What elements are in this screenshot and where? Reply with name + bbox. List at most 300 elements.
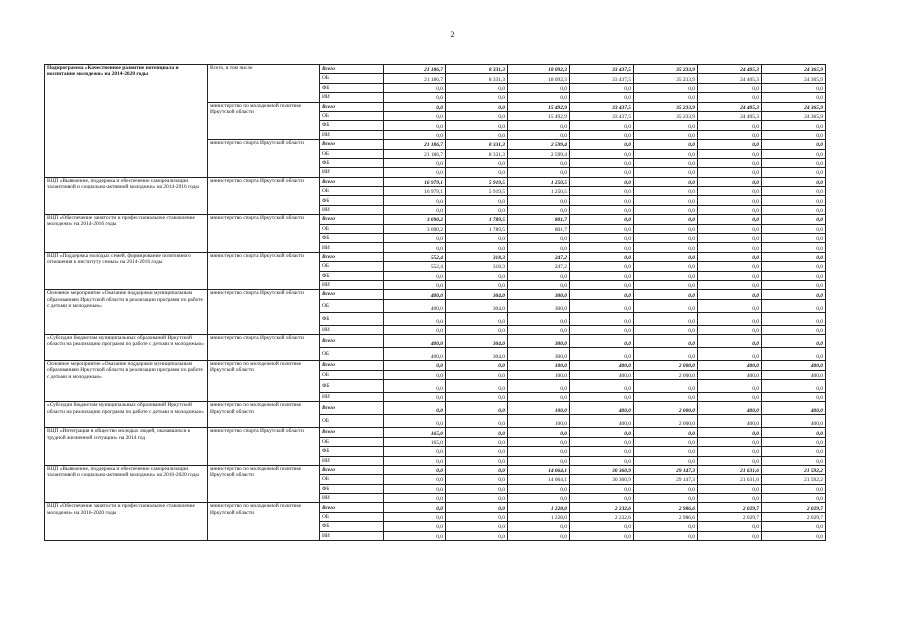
value-cell: 0,0 — [634, 271, 698, 280]
value-cell: 0,0 — [634, 243, 698, 252]
value-cell: 0,0 — [570, 177, 634, 186]
value-cell: 21 592,2 — [762, 475, 826, 484]
value-cell: 21 186,7 — [384, 149, 446, 158]
value-cell: 0,0 — [384, 379, 446, 392]
table-row — [45, 215, 826, 224]
value-cell: 0,0 — [446, 111, 508, 120]
funding-source: ФБ — [320, 447, 384, 456]
funding-source: Всего — [320, 290, 384, 299]
table-row — [45, 177, 826, 186]
value-cell: 0,0 — [762, 149, 826, 158]
value-cell: 0,0 — [762, 456, 826, 465]
value-cell: 0,0 — [762, 335, 826, 348]
value-cell: 0,0 — [446, 484, 508, 493]
value-cell: 0,0 — [698, 290, 762, 299]
value-cell: 0,0 — [446, 465, 508, 474]
value-cell: 0,0 — [634, 447, 698, 456]
table-row — [45, 335, 826, 348]
value-cell: 0,0 — [570, 456, 634, 465]
value-cell: 0,0 — [570, 252, 634, 261]
value-cell: 0,0 — [384, 361, 446, 370]
value-cell: 0,0 — [508, 447, 570, 456]
value-cell: 801,7 — [508, 215, 570, 224]
value-cell: 0,0 — [508, 392, 570, 401]
value-cell: 0,0 — [384, 196, 446, 205]
value-cell: 0,0 — [698, 205, 762, 214]
funding-source: ФБ — [320, 196, 384, 205]
row-description: Основное мероприятие «Оказание поддержки муниципальным образованиям Иркутской области в реализации программ по работе с детьми и молодежью» — [45, 290, 208, 335]
value-cell: 0,0 — [384, 158, 446, 167]
value-cell: 0,0 — [762, 215, 826, 224]
value-cell: 8 331,3 — [446, 74, 508, 83]
value-cell: 0,0 — [762, 234, 826, 243]
value-cell: 0,0 — [446, 361, 508, 370]
value-cell: 0,0 — [384, 447, 446, 456]
value-cell: 0,0 — [570, 205, 634, 214]
value-cell: 2 029,7 — [698, 512, 762, 521]
value-cell: 0,0 — [762, 494, 826, 503]
value-cell: 2 029,7 — [762, 512, 826, 521]
value-cell: 0,0 — [384, 93, 446, 102]
value-cell: 2 232,6 — [570, 503, 634, 512]
value-cell: 304,0 — [446, 299, 508, 312]
funding-source: Всего — [320, 102, 384, 111]
value-cell: 0,0 — [698, 484, 762, 493]
value-cell: 0,0 — [446, 205, 508, 214]
value-cell: 18 092,3 — [508, 74, 570, 83]
funding-source: ОБ — [320, 224, 384, 233]
value-cell: 0,0 — [762, 271, 826, 280]
value-cell: 33 437,5 — [570, 74, 634, 83]
funding-source: Всего — [320, 503, 384, 512]
funding-source: ОБ — [320, 111, 384, 120]
value-cell: 0,0 — [762, 121, 826, 130]
value-cell: 0,0 — [698, 252, 762, 261]
value-cell: 0,0 — [384, 415, 446, 428]
value-cell: 35 233,9 — [634, 111, 698, 120]
funding-source: ИИ — [320, 205, 384, 214]
value-cell: 400,0 — [570, 415, 634, 428]
row-description: Подпрограмма «Качественное развитие потенциала и воспитание молодежи» на 2014-2020 годы — [45, 65, 208, 178]
row-description: «Субсидии бюджетам муниципальных образований Иркутской области на реализацию программ по работе с детьми и молодежью» — [45, 402, 208, 428]
value-cell: 0,0 — [508, 312, 570, 325]
funding-source: ИИ — [320, 280, 384, 289]
value-cell: 0,0 — [634, 325, 698, 334]
value-cell: 0,0 — [698, 428, 762, 437]
budget-table — [44, 64, 826, 541]
value-cell: 0,0 — [634, 205, 698, 214]
value-cell: 0,0 — [384, 494, 446, 503]
value-cell: 0,0 — [762, 379, 826, 392]
value-cell: 0,0 — [762, 325, 826, 334]
value-cell: 0,0 — [384, 271, 446, 280]
value-cell: 0,0 — [570, 299, 634, 312]
value-cell: 0,0 — [634, 149, 698, 158]
funding-source: ОБ — [320, 348, 384, 361]
value-cell: 0,0 — [698, 168, 762, 177]
page-number: 2 — [450, 30, 455, 39]
value-cell: 3 090,2 — [384, 215, 446, 224]
value-cell: 0,0 — [762, 83, 826, 92]
value-cell: 0,0 — [384, 130, 446, 139]
value-cell: 0,0 — [634, 158, 698, 167]
value-cell: 0,0 — [762, 168, 826, 177]
value-cell: 400,0 — [698, 415, 762, 428]
value-cell: 0,0 — [634, 456, 698, 465]
value-cell: 100,0 — [508, 370, 570, 379]
funding-source: ФБ — [320, 312, 384, 325]
value-cell: 0,0 — [634, 494, 698, 503]
value-cell: 0,0 — [762, 252, 826, 261]
value-cell: 0,0 — [634, 177, 698, 186]
value-cell: 0,0 — [508, 271, 570, 280]
value-cell: 0,0 — [634, 280, 698, 289]
value-cell: 0,0 — [570, 348, 634, 361]
funding-source: ОБ — [320, 262, 384, 271]
value-cell: 0,0 — [570, 484, 634, 493]
funding-source: ФБ — [320, 379, 384, 392]
funding-source: ИИ — [320, 130, 384, 139]
value-cell: 0,0 — [762, 280, 826, 289]
value-cell: 30 360,9 — [570, 465, 634, 474]
value-cell: 0,0 — [508, 205, 570, 214]
value-cell: 8 331,3 — [446, 149, 508, 158]
funding-source: ИИ — [320, 325, 384, 334]
value-cell: 0,0 — [446, 494, 508, 503]
value-cell: 0,0 — [698, 140, 762, 149]
value-cell: 0,0 — [698, 234, 762, 243]
value-cell: 0,0 — [762, 437, 826, 446]
value-cell: 29 147,3 — [634, 475, 698, 484]
value-cell: 400,0 — [384, 299, 446, 312]
value-cell: 400,0 — [762, 361, 826, 370]
value-cell: 0,0 — [570, 243, 634, 252]
value-cell: 0,0 — [384, 111, 446, 120]
value-cell: 0,0 — [762, 177, 826, 186]
value-cell: 0,0 — [508, 168, 570, 177]
value-cell: 0,0 — [570, 392, 634, 401]
funding-source: Всего — [320, 140, 384, 149]
value-cell: 0,0 — [762, 205, 826, 214]
value-cell: 1 250,5 — [508, 187, 570, 196]
value-cell: 0,0 — [446, 522, 508, 531]
row-executor: министерство по молодежной политике Иркутской области — [208, 503, 320, 541]
value-cell: 0,0 — [384, 503, 446, 512]
value-cell: 0,0 — [446, 280, 508, 289]
value-cell: 0,0 — [384, 392, 446, 401]
row-description: ВЦП «Выявление, поддержка и обеспечение самореализации талантливой и социально-активной молодежи» на 2014-2016 годы — [45, 177, 208, 215]
value-cell: 0,0 — [634, 234, 698, 243]
funding-source: Всего — [320, 65, 384, 74]
value-cell: 552,4 — [384, 252, 446, 261]
value-cell: 24 405,3 — [698, 111, 762, 120]
row-executor: министерство спорта Иркутской области — [208, 335, 320, 361]
value-cell: 3 090,2 — [384, 224, 446, 233]
value-cell: 0,0 — [698, 325, 762, 334]
funding-source: ИИ — [320, 93, 384, 102]
value-cell: 2 029,7 — [698, 503, 762, 512]
row-description: ВЦП «Интеграция в общество молодых людей, оказавшихся в трудной жизненной ситуации» на 2014 год — [45, 428, 208, 466]
value-cell: 0,0 — [446, 93, 508, 102]
value-cell: 0,0 — [384, 243, 446, 252]
value-cell: 0,0 — [384, 168, 446, 177]
value-cell: 0,0 — [570, 93, 634, 102]
value-cell: 8 331,3 — [446, 140, 508, 149]
value-cell: 30 360,9 — [570, 475, 634, 484]
value-cell: 0,0 — [762, 392, 826, 401]
value-cell: 1 250,5 — [508, 177, 570, 186]
value-cell: 21 631,6 — [698, 465, 762, 474]
value-cell: 0,0 — [570, 224, 634, 233]
value-cell: 15 492,9 — [508, 102, 570, 111]
value-cell: 33 437,5 — [570, 65, 634, 74]
value-cell: 0,0 — [384, 83, 446, 92]
value-cell: 0,0 — [634, 484, 698, 493]
value-cell: 552,4 — [384, 262, 446, 271]
value-cell: 0,0 — [384, 312, 446, 325]
value-cell: 0,0 — [762, 140, 826, 149]
value-cell: 2 986,6 — [634, 512, 698, 521]
value-cell: 400,0 — [762, 370, 826, 379]
value-cell: 24 365,9 — [762, 102, 826, 111]
value-cell: 0,0 — [446, 312, 508, 325]
value-cell: 0,0 — [446, 370, 508, 379]
table-row — [45, 361, 826, 370]
value-cell: 0,0 — [446, 196, 508, 205]
value-cell: 300,0 — [508, 348, 570, 361]
value-cell: 100,0 — [508, 415, 570, 428]
funding-source: Всего — [320, 252, 384, 261]
value-cell: 400,0 — [570, 361, 634, 370]
value-cell: 0,0 — [634, 130, 698, 139]
value-cell: 2 232,6 — [570, 512, 634, 521]
value-cell: 400,0 — [384, 290, 446, 299]
value-cell: 0,0 — [698, 149, 762, 158]
row-description: Основное мероприятие «Оказание поддержки муниципальным образованиям Иркутской области в реализации программ по работе с детьми и молодежью» — [45, 361, 208, 402]
value-cell: 0,0 — [570, 158, 634, 167]
value-cell: 0,0 — [634, 262, 698, 271]
table-row — [45, 402, 826, 415]
value-cell: 0,0 — [570, 187, 634, 196]
value-cell: 165,0 — [384, 437, 446, 446]
row-executor: Всего, в том числе — [208, 65, 320, 103]
value-cell: 0,0 — [570, 271, 634, 280]
value-cell: 0,0 — [698, 392, 762, 401]
value-cell: 0,0 — [698, 299, 762, 312]
value-cell: 24 405,3 — [698, 65, 762, 74]
value-cell: 165,0 — [384, 428, 446, 437]
value-cell: 0,0 — [634, 335, 698, 348]
value-cell: 0,0 — [634, 348, 698, 361]
value-cell: 2 029,7 — [762, 503, 826, 512]
row-executor: министерство по молодежной политике Иркутской области — [208, 102, 320, 140]
value-cell: 0,0 — [570, 335, 634, 348]
funding-source: ФБ — [320, 484, 384, 493]
value-cell: 0,0 — [446, 271, 508, 280]
value-cell: 0,0 — [698, 271, 762, 280]
value-cell: 0,0 — [446, 531, 508, 540]
row-description: ВЦП «Обеспечение занятости и профессиональное становление молодежи» на 2016-2020 годы — [45, 503, 208, 541]
value-cell: 400,0 — [384, 348, 446, 361]
value-cell: 14 064,1 — [508, 475, 570, 484]
funding-source: ИИ — [320, 531, 384, 540]
value-cell: 0,0 — [384, 512, 446, 521]
value-cell: 16 979,1 — [384, 187, 446, 196]
value-cell: 100,0 — [508, 402, 570, 415]
value-cell: 0,0 — [634, 299, 698, 312]
value-cell: 16 979,1 — [384, 177, 446, 186]
value-cell: 0,0 — [762, 531, 826, 540]
value-cell: 0,0 — [384, 121, 446, 130]
value-cell: 1 228,0 — [508, 512, 570, 521]
value-cell: 400,0 — [698, 370, 762, 379]
value-cell: 2 599,4 — [508, 140, 570, 149]
value-cell: 0,0 — [698, 158, 762, 167]
value-cell: 0,0 — [384, 475, 446, 484]
row-executor: министерство спорта Иркутской области — [208, 290, 320, 335]
value-cell: 0,0 — [384, 456, 446, 465]
value-cell: 21 186,7 — [384, 140, 446, 149]
value-cell: 0,0 — [634, 121, 698, 130]
funding-source: ФБ — [320, 234, 384, 243]
value-cell: 0,0 — [384, 234, 446, 243]
row-executor: министерство спорта Иркутской области — [208, 252, 320, 290]
funding-source: ОБ — [320, 299, 384, 312]
value-cell: 0,0 — [508, 484, 570, 493]
value-cell: 0,0 — [634, 140, 698, 149]
funding-source: Всего — [320, 177, 384, 186]
value-cell: 0,0 — [508, 83, 570, 92]
value-cell: 0,0 — [698, 447, 762, 456]
value-cell: 1 228,0 — [508, 503, 570, 512]
value-cell: 1 789,5 — [446, 224, 508, 233]
value-cell: 400,0 — [698, 361, 762, 370]
value-cell: 5 919,5 — [446, 177, 508, 186]
value-cell: 21 631,6 — [698, 475, 762, 484]
value-cell: 33 437,5 — [570, 111, 634, 120]
value-cell: 0,0 — [698, 177, 762, 186]
value-cell: 0,0 — [570, 522, 634, 531]
value-cell: 0,0 — [508, 121, 570, 130]
value-cell: 0,0 — [570, 280, 634, 289]
value-cell: 35 233,9 — [634, 102, 698, 111]
value-cell: 0,0 — [698, 335, 762, 348]
value-cell: 0,0 — [446, 325, 508, 334]
row-executor: министерство спорта Иркутской области — [208, 428, 320, 466]
value-cell: 400,0 — [384, 335, 446, 348]
value-cell: 0,0 — [446, 503, 508, 512]
value-cell: 0,0 — [762, 262, 826, 271]
value-cell: 0,0 — [508, 428, 570, 437]
value-cell: 300,0 — [508, 290, 570, 299]
value-cell: 0,0 — [508, 494, 570, 503]
value-cell: 0,0 — [570, 494, 634, 503]
value-cell: 300,0 — [508, 299, 570, 312]
value-cell: 0,0 — [634, 196, 698, 205]
value-cell: 0,0 — [634, 83, 698, 92]
value-cell: 0,0 — [698, 130, 762, 139]
value-cell: 247,2 — [508, 252, 570, 261]
funding-source: ФБ — [320, 83, 384, 92]
value-cell: 0,0 — [698, 522, 762, 531]
value-cell: 21 186,7 — [384, 65, 446, 74]
table-row — [45, 503, 826, 512]
value-cell: 0,0 — [570, 130, 634, 139]
value-cell: 0,0 — [446, 102, 508, 111]
funding-source: ИИ — [320, 456, 384, 465]
value-cell: 0,0 — [634, 522, 698, 531]
value-cell: 0,0 — [698, 312, 762, 325]
row-description: «Субсидии бюджетам муниципальных образований Иркутской области на реализацию программ по работе с детьми и молодежью» — [45, 335, 208, 361]
value-cell: 21 592,2 — [762, 465, 826, 474]
value-cell: 5 919,5 — [446, 187, 508, 196]
funding-source: ИИ — [320, 392, 384, 401]
value-cell: 0,0 — [570, 312, 634, 325]
value-cell: 2 000,0 — [634, 361, 698, 370]
value-cell: 0,0 — [570, 234, 634, 243]
value-cell: 0,0 — [508, 456, 570, 465]
value-cell: 0,0 — [570, 168, 634, 177]
value-cell: 0,0 — [384, 102, 446, 111]
funding-source: ИИ — [320, 168, 384, 177]
value-cell: 0,0 — [570, 447, 634, 456]
value-cell: 15 492,9 — [508, 111, 570, 120]
row-executor: министерство спорта Иркутской области — [208, 177, 320, 215]
value-cell: 0,0 — [384, 280, 446, 289]
value-cell: 0,0 — [570, 149, 634, 158]
value-cell: 24 365,9 — [762, 65, 826, 74]
value-cell: 33 437,5 — [570, 102, 634, 111]
value-cell: 0,0 — [570, 290, 634, 299]
row-description: ВЦП «Выявление, поддержка и обеспечение самореализации талантливой и социально-активной молодежи» на 2016-2020 годы — [45, 465, 208, 503]
value-cell: 0,0 — [570, 428, 634, 437]
value-cell: 0,0 — [446, 512, 508, 521]
value-cell: 24 365,9 — [762, 111, 826, 120]
value-cell: 0,0 — [698, 215, 762, 224]
value-cell: 0,0 — [634, 224, 698, 233]
row-executor: министерство по молодежной политике Иркутской области — [208, 465, 320, 503]
value-cell: 35 233,9 — [634, 65, 698, 74]
value-cell: 0,0 — [698, 196, 762, 205]
table-row — [45, 428, 826, 437]
value-cell: 2 000,0 — [634, 402, 698, 415]
value-cell: 0,0 — [446, 130, 508, 139]
value-cell: 0,0 — [698, 280, 762, 289]
funding-source: Всего — [320, 465, 384, 474]
value-cell: 0,0 — [698, 83, 762, 92]
row-executor: министерство спорта Иркутской области — [208, 215, 320, 253]
funding-source: Всего — [320, 215, 384, 224]
value-cell: 0,0 — [698, 348, 762, 361]
value-cell: 0,0 — [384, 465, 446, 474]
value-cell: 0,0 — [570, 121, 634, 130]
value-cell: 0,0 — [384, 325, 446, 334]
value-cell: 304,0 — [446, 290, 508, 299]
value-cell: 0,0 — [508, 280, 570, 289]
funding-source: ОБ — [320, 475, 384, 484]
value-cell: 318,3 — [446, 262, 508, 271]
value-cell: 0,0 — [570, 140, 634, 149]
funding-source: ОБ — [320, 149, 384, 158]
value-cell: 0,0 — [762, 428, 826, 437]
value-cell: 400,0 — [570, 402, 634, 415]
value-cell: 2 000,0 — [634, 415, 698, 428]
value-cell: 0,0 — [508, 130, 570, 139]
value-cell: 0,0 — [570, 196, 634, 205]
value-cell: 0,0 — [384, 522, 446, 531]
value-cell: 0,0 — [446, 402, 508, 415]
value-cell: 0,0 — [762, 224, 826, 233]
